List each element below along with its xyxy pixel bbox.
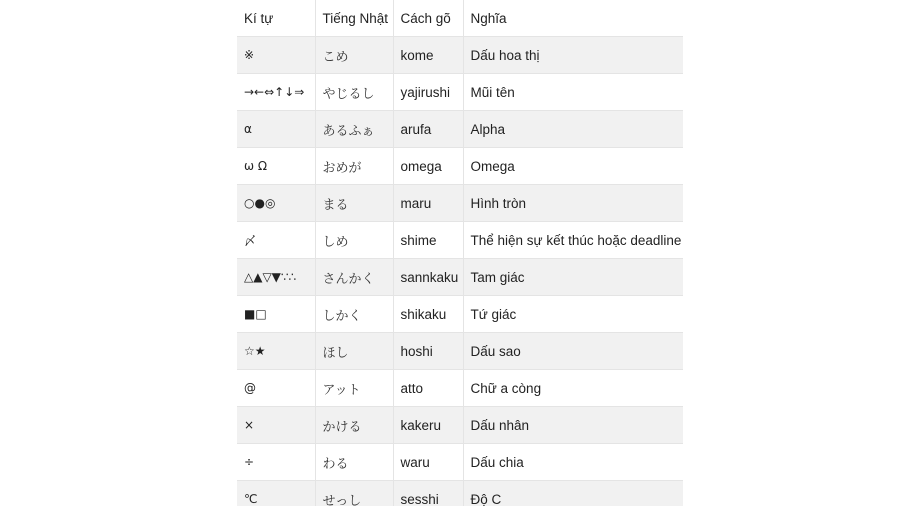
meaning-cell: Alpha xyxy=(463,111,683,148)
japanese-cell: やじるし xyxy=(315,74,393,111)
table-row xyxy=(237,407,683,444)
table-row xyxy=(237,444,683,481)
typing-cell: maru xyxy=(393,185,463,222)
japanese-cell: かける xyxy=(315,407,393,444)
header-row xyxy=(237,0,683,37)
meaning-cell: Omega xyxy=(463,148,683,185)
symbol-cell: 〆 xyxy=(237,222,315,259)
header-japanese: Tiếng Nhật xyxy=(315,0,393,37)
typing-cell: hoshi xyxy=(393,333,463,370)
table-row xyxy=(237,148,683,185)
japanese-cell: せっし xyxy=(315,481,393,506)
typing-cell: shime xyxy=(393,222,463,259)
japanese-cell: アット xyxy=(315,370,393,407)
meaning-cell: Hình tròn xyxy=(463,185,683,222)
table-row xyxy=(237,222,683,259)
symbol-cell: △▲▽▼∵∴ xyxy=(237,259,315,296)
table-row xyxy=(237,111,683,148)
table-row xyxy=(237,185,683,222)
japanese-cell: まる xyxy=(315,185,393,222)
japanese-cell: おめが xyxy=(315,148,393,185)
symbol-cell: α xyxy=(237,111,315,148)
table-row xyxy=(237,370,683,407)
symbol-cell: × xyxy=(237,407,315,444)
symbol-table-container xyxy=(237,0,683,506)
symbol-cell: ☆★ xyxy=(237,333,315,370)
meaning-cell: Tứ giác xyxy=(463,296,683,333)
header-typing: Cách gõ xyxy=(393,0,463,37)
table-row xyxy=(237,333,683,370)
table-row xyxy=(237,481,683,506)
japanese-cell: さんかく xyxy=(315,259,393,296)
table-row xyxy=(237,259,683,296)
typing-cell: atto xyxy=(393,370,463,407)
typing-cell: kome xyxy=(393,37,463,74)
japanese-cell: あるふぁ xyxy=(315,111,393,148)
meaning-cell: Thể hiện sự kết thúc hoặc deadline xyxy=(463,222,683,259)
symbol-cell: →←⇔↑↓⇒ xyxy=(237,74,315,111)
meaning-cell: Dấu sao xyxy=(463,333,683,370)
japanese-cell: しかく xyxy=(315,296,393,333)
typing-cell: yajirushi xyxy=(393,74,463,111)
japanese-cell: しめ xyxy=(315,222,393,259)
meaning-cell: Dấu hoa thị xyxy=(463,37,683,74)
header-symbol: Kí tự xyxy=(237,0,315,37)
symbol-table xyxy=(237,0,683,506)
symbol-cell: ※ xyxy=(237,37,315,74)
typing-cell: shikaku xyxy=(393,296,463,333)
table-row xyxy=(237,37,683,74)
meaning-cell: Dấu nhân xyxy=(463,407,683,444)
symbol-cell: ÷ xyxy=(237,444,315,481)
meaning-cell: Mũi tên xyxy=(463,74,683,111)
symbol-cell: ℃ xyxy=(237,481,315,506)
meaning-cell: Tam giác xyxy=(463,259,683,296)
table-row xyxy=(237,74,683,111)
meaning-cell: Dấu chia xyxy=(463,444,683,481)
typing-cell: sannkaku xyxy=(393,259,463,296)
meaning-cell: Độ C xyxy=(463,481,683,506)
japanese-cell: わる xyxy=(315,444,393,481)
table-header xyxy=(237,0,683,37)
symbol-cell: ○●◎ xyxy=(237,185,315,222)
japanese-cell: ほし xyxy=(315,333,393,370)
table-body xyxy=(237,37,683,506)
symbol-cell: @ xyxy=(237,370,315,407)
japanese-cell: こめ xyxy=(315,37,393,74)
typing-cell: arufa xyxy=(393,111,463,148)
typing-cell: waru xyxy=(393,444,463,481)
symbol-cell: ω Ω xyxy=(237,148,315,185)
header-meaning: Nghĩa xyxy=(463,0,683,37)
meaning-cell: Chữ a còng xyxy=(463,370,683,407)
table-row xyxy=(237,296,683,333)
typing-cell: omega xyxy=(393,148,463,185)
symbol-cell: ■□ xyxy=(237,296,315,333)
typing-cell: kakeru xyxy=(393,407,463,444)
typing-cell: sesshi xyxy=(393,481,463,506)
